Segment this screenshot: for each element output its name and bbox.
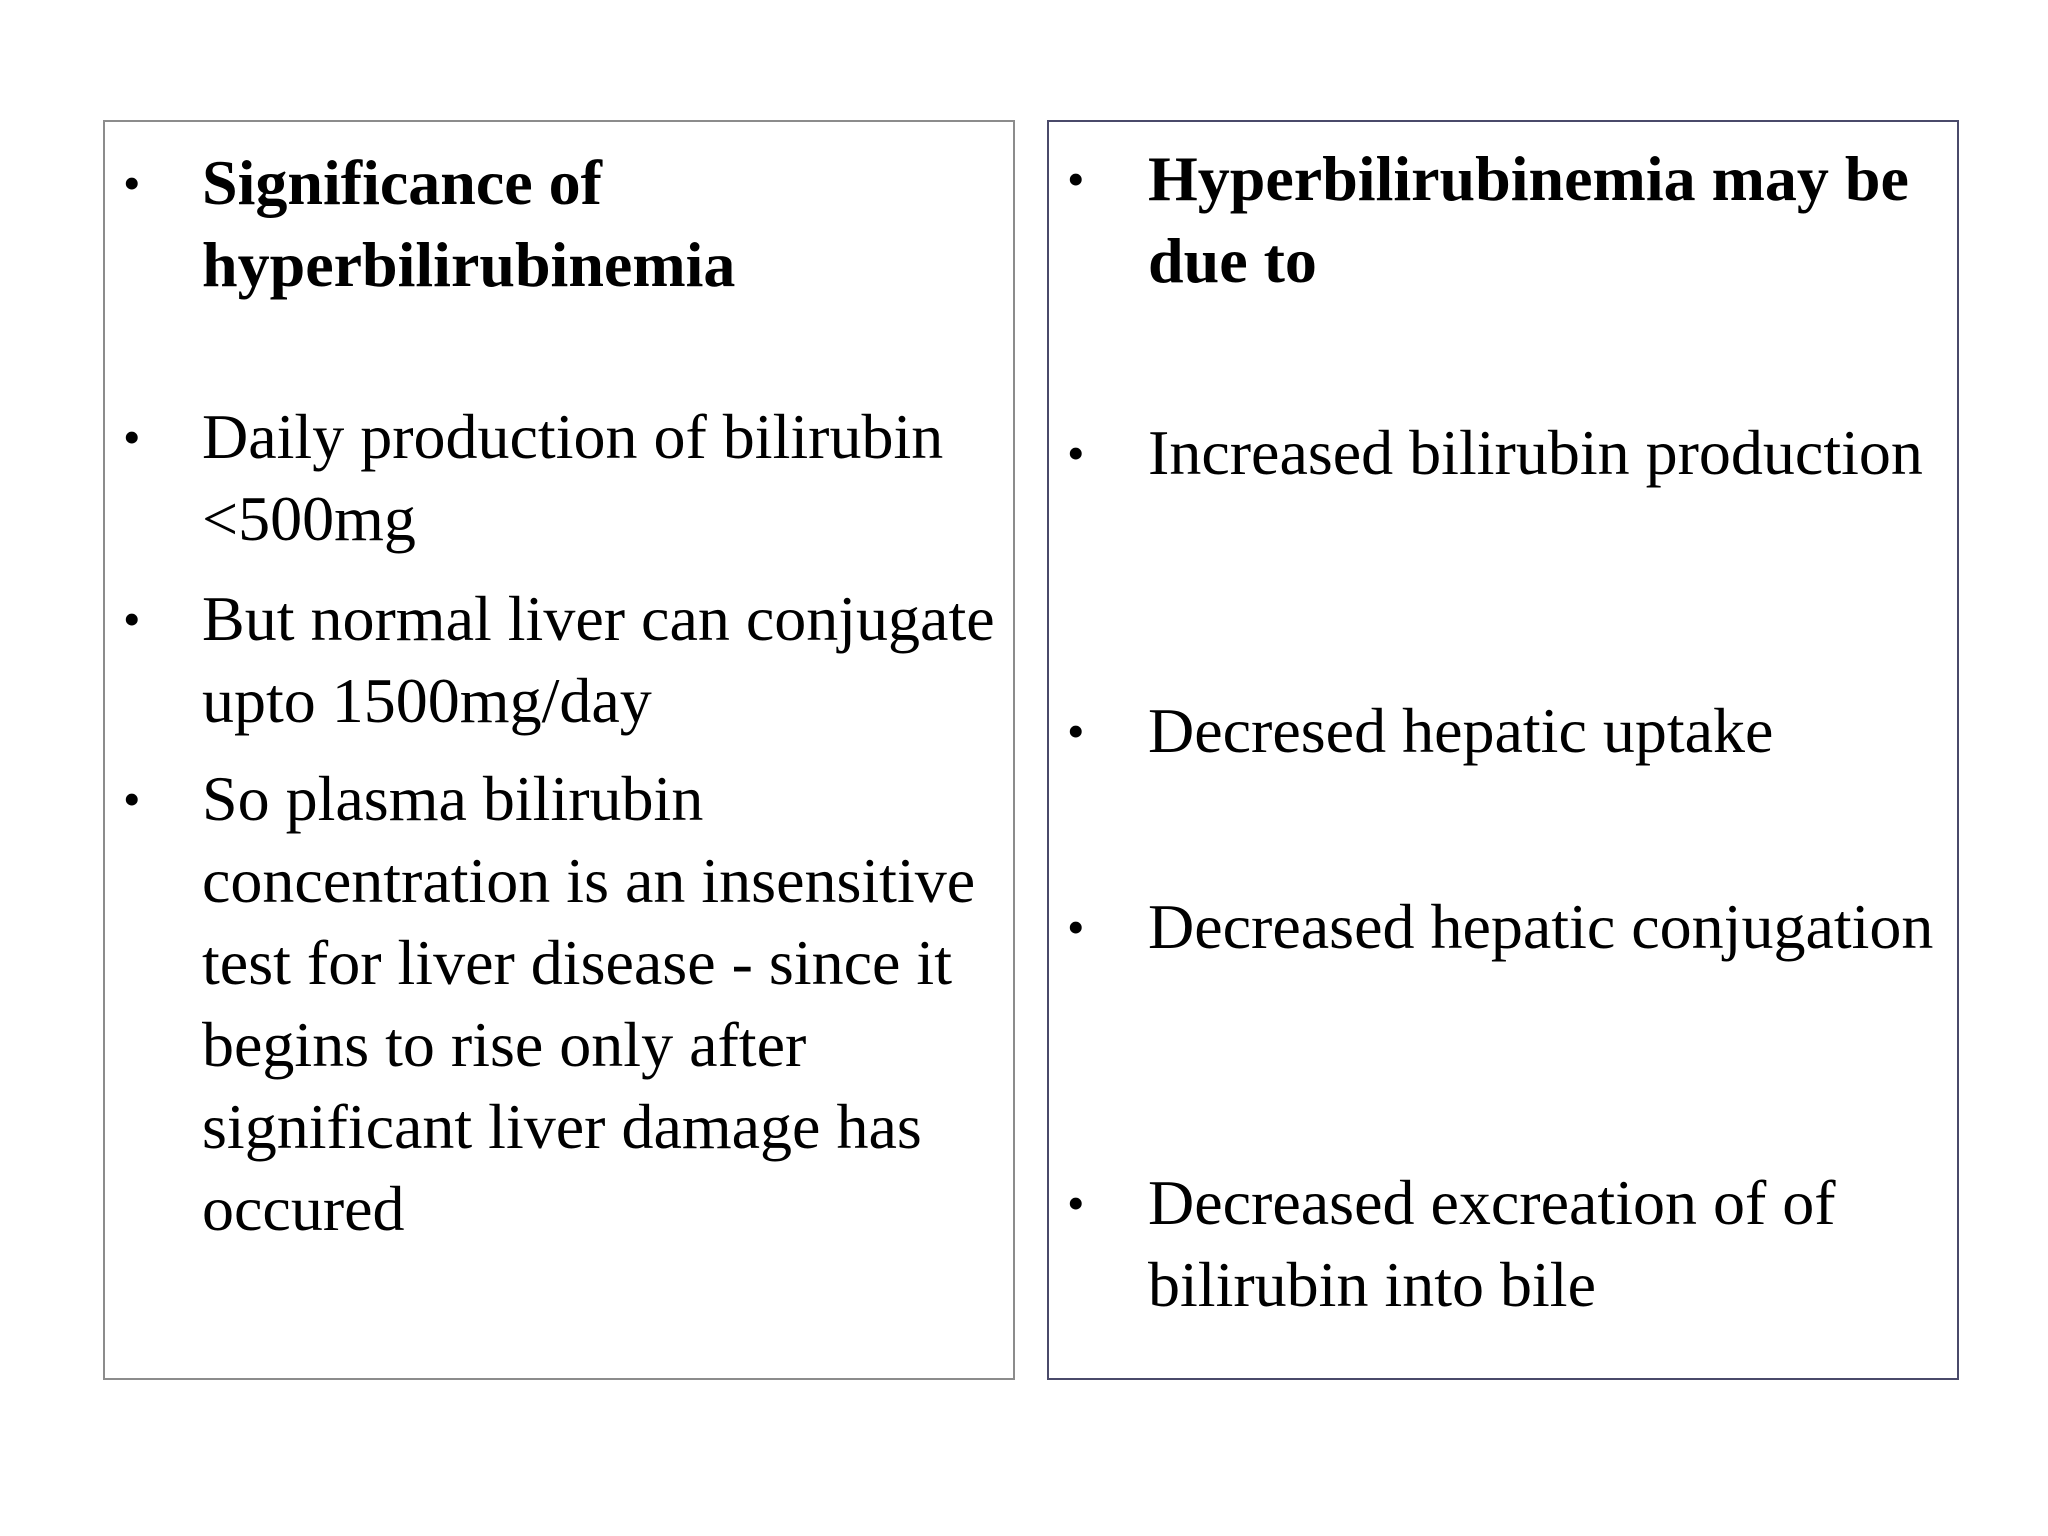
right-list-item-text: Decresed hepatic uptake — [1148, 695, 1774, 766]
right-list-item-text: Decreased excreation of of bilirubin into bile — [1148, 1167, 1836, 1320]
left-list-item-text: So plasma bilirubin concentration is an insensitive test for liver disease - since it begins to rise only after significant liver damage has occured — [202, 763, 976, 1244]
right-heading-text: Hyperbilirubinemia may be due to — [1148, 143, 1909, 296]
bullet-icon: • — [123, 155, 141, 211]
left-list-item-text: Daily production of bilirubin <500mg — [202, 401, 944, 554]
bullet-icon: • — [1067, 1175, 1085, 1231]
bullet-icon: • — [1067, 151, 1085, 207]
bullet-icon: • — [1067, 899, 1085, 955]
left-list-item-text: But normal liver can conjugate upto 1500mg/day — [202, 583, 995, 736]
bullet-icon: • — [123, 591, 141, 647]
left-heading-text: Significance of hyperbilirubinemia — [202, 147, 736, 300]
right-list-item-text: Decreased hepatic conjugation — [1148, 891, 1934, 962]
bullet-icon: • — [1067, 425, 1085, 481]
right-list-item-text: Increased bilirubin production — [1148, 417, 1923, 488]
right-text-box — [1047, 120, 1959, 1380]
bullet-icon: • — [123, 771, 141, 827]
left-text-box — [103, 120, 1015, 1380]
bullet-icon: • — [123, 409, 141, 465]
bullet-icon: • — [1067, 703, 1085, 759]
